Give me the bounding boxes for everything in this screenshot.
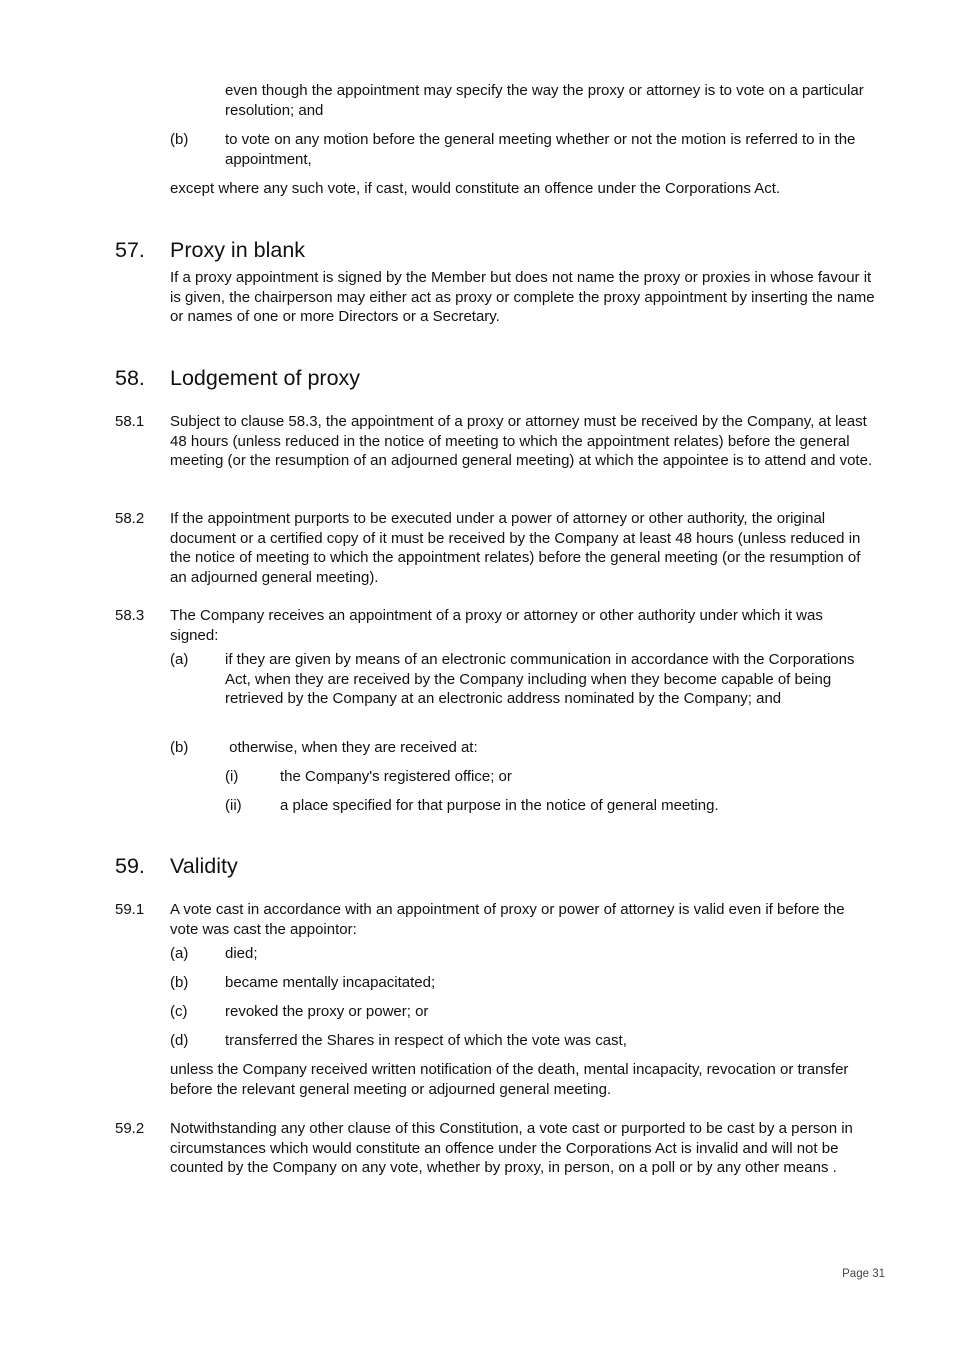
section-number: 59.	[115, 854, 145, 878]
item-label: (b)	[170, 131, 189, 148]
section-number: 57.	[115, 238, 145, 262]
closing-paragraph: unless the Company received written notification of the death, mental incapacity, revocation or transfer before the relevant general meeting or adjourned general meeting.	[170, 1061, 849, 1098]
item-label: (c)	[170, 1003, 188, 1020]
section-paragraph: If a proxy appointment is signed by the Member but does not name the proxy or proxies in whose favour it is given, the chairperson may either act as proxy or complete the proxy appointment by inserting the name or names of one or more Directors or a Secretary.	[170, 269, 875, 325]
clause-text: A vote cast in accordance with an appointment of proxy or power of attorney is valid even if before the vote was cast the appointor:	[170, 901, 845, 938]
clause-number: 58.1	[115, 413, 145, 430]
page-number: Page 31	[842, 1268, 885, 1280]
clause-text: Subject to clause 58.3, the appointment of a proxy or attorney must be received by the Company, at least 48 hours (unless reduced in the notice of meeting to which the appointment relates) before the general meeting (or the resumption of an adjourned general meeting) at which the appointee is to attend and vote.	[170, 413, 873, 469]
clause-number: 59.1	[115, 901, 145, 918]
item-label: (b)	[170, 739, 189, 756]
item-label: (d)	[170, 1032, 189, 1049]
clause-text: The Company receives an appointment of a proxy or attorney or other authority under which it was signed:	[170, 607, 823, 644]
subitem-label: (ii)	[225, 797, 242, 814]
section-title: Lodgement of proxy	[170, 366, 361, 390]
continuation-paragraph: even though the appointment may specify the way the proxy or attorney is to vote on a particular resolution; and	[225, 82, 864, 119]
closing-paragraph: except where any such vote, if cast, would constitute an offence under the Corporations Act.	[170, 180, 781, 197]
item-label: (a)	[170, 945, 189, 962]
item-text: if they are given by means of an electronic communication in accordance with the Corporations Act, when they are received by the Company including when they become capable of being retrieved by the Company at an electronic address nominated by the Company; and	[225, 651, 855, 707]
clause-number: 59.2	[115, 1120, 145, 1137]
item-text: to vote on any motion before the general meeting whether or not the motion is referred to in the appointment,	[225, 131, 856, 168]
clause-text: Notwithstanding any other clause of this Constitution, a vote cast or purported to be cast by a person in circumstances which would constitute an offence under the Corporations Act is invalid and will not be counted by the Company on any vote, whether by proxy, in person, on a poll or by any other means .	[170, 1120, 853, 1176]
item-text: revoked the proxy or power; or	[225, 1003, 429, 1020]
clause-number: 58.2	[115, 510, 145, 527]
item-text: transferred the Shares in respect of which the vote was cast,	[225, 1032, 627, 1049]
clause-text: If the appointment purports to be executed under a power of attorney or other authority, the original document or a certified copy of it must be received by the Company at least 48 hours (unless reduced in the notice of meeting to which the appointment relates) before the general meeting (or the resumption of an adjourned general meeting).	[170, 510, 861, 586]
section-number: 58.	[115, 366, 145, 390]
item-label: (a)	[170, 651, 189, 668]
subitem-label: (i)	[225, 768, 239, 785]
item-text: became mentally incapacitated;	[225, 974, 436, 991]
section-title: Proxy in blank	[170, 238, 306, 262]
subitem-text: the Company's registered office; or	[280, 768, 512, 785]
section-title: Validity	[170, 854, 238, 878]
subitem-text: a place specified for that purpose in the notice of general meeting.	[280, 797, 719, 814]
item-text: otherwise, when they are received at:	[225, 739, 478, 756]
clause-number: 58.3	[115, 607, 145, 624]
item-text: died;	[225, 945, 258, 962]
item-label: (b)	[170, 974, 189, 991]
